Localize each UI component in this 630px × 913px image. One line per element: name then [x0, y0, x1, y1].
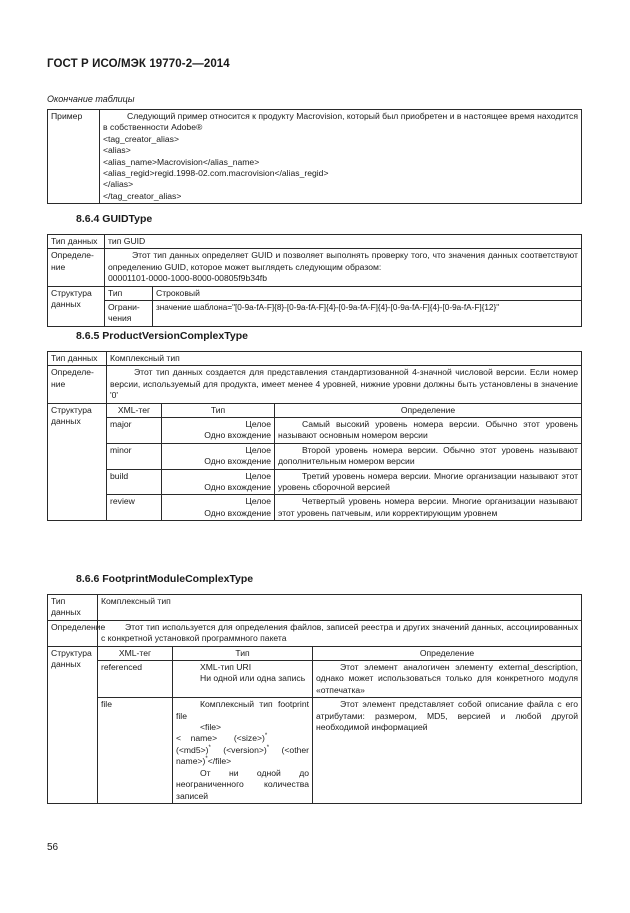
sub-label: Тип: [105, 286, 153, 300]
row-label: Определе-ние: [48, 366, 107, 403]
row-label: Тип данных: [48, 235, 105, 249]
type-cell: Целое Одно вхождение: [162, 443, 275, 469]
example-intro: Следующий пример относится к продукту Macrovision, который был приобретен и в настоящее время находится в собственности Adobe®: [103, 111, 578, 133]
column-header: Тип: [162, 403, 275, 417]
productversion-table: [47, 351, 582, 521]
type-cell: Целое Одно вхождение: [162, 469, 275, 495]
table-row: [48, 443, 582, 469]
table-row: [48, 366, 582, 403]
definition-text: Этот тип используется для определения файлов, записей реестра и других значений данных, ассоциированных с конкретной установкой программного пакета: [98, 620, 582, 646]
row-label: Тип данных: [48, 352, 107, 366]
section-title-productversion: 8.6.5 ProductVersionComplexType: [76, 330, 248, 342]
table-row: [48, 595, 582, 621]
row-value: Комплексный тип: [98, 595, 582, 621]
row-label: Тип данных: [48, 595, 98, 621]
page-number: 56: [47, 842, 59, 853]
row-value: Комплексный тип: [107, 352, 582, 366]
section-title-guidtype: 8.6.4 GUIDType: [76, 213, 153, 225]
table-row: [48, 301, 582, 327]
table-row: [48, 620, 582, 646]
row-label: Структура данных: [48, 646, 98, 803]
definition-cell: Этот элемент аналогичен элементу external_description, однако может использоваться только для конкретного модуля «отпечатка»: [313, 661, 582, 698]
table-row: [48, 495, 582, 521]
type-cell: XML-тип URI Ни одной или одна запись: [173, 661, 313, 698]
row-value: [105, 249, 582, 286]
table-row: [48, 286, 582, 300]
column-header: Определение: [275, 403, 582, 417]
definition-text: Этот тип данных определяет GUID и позволяет выполнять проверку того, что значения данных соответствуют определению GUID, которое может выглядеть следующим образом:: [108, 250, 578, 272]
column-header: Определение: [313, 646, 582, 660]
document-header: ГОСТ Р ИСО/МЭК 19770-2—2014: [47, 58, 230, 70]
footprintmodule-table: [47, 594, 582, 804]
definition-text: Этот тип данных создается для представления стандартизованной 4-значной числовой версии. Если номер версии, используемый для продукта, имеет менее 4 уровней, нижние уровни должны быть установлены в значение '0': [107, 366, 582, 403]
definition-cell: Второй уровень номера версии. Обычно этот уровень называют дополнительным номером версии: [275, 443, 582, 469]
code-line: <alias>: [103, 145, 131, 156]
xml-tag: build: [107, 469, 162, 495]
type-cell: Целое Одно вхождение: [162, 495, 275, 521]
sub-value: [153, 301, 582, 327]
section-title-footprintmodule: 8.6.6 FootprintModuleComplexType: [76, 573, 254, 585]
table-row: [48, 235, 582, 249]
row-label: Структура данных: [48, 286, 105, 326]
type-cell: Комплексный тип footprint file <file> < name> (<size>)* (<md5>)* (<version>)* (<other name>)*</file> От ни одной до неограниченного количества записей: [173, 698, 313, 804]
row-label: Структура данных: [48, 403, 107, 521]
table-row: [48, 110, 582, 204]
xml-tag: minor: [107, 443, 162, 469]
example-table: [47, 109, 582, 204]
row-value: тип GUID: [105, 235, 582, 249]
xml-tag: referenced: [98, 661, 173, 698]
xml-tag: review: [107, 495, 162, 521]
example-content: [100, 110, 582, 204]
code-line: </alias>: [103, 179, 134, 190]
code-line: <alias_regid>regid.1998-02.com.macrovision</alias_regid>: [103, 168, 329, 179]
row-label: Определение: [48, 620, 98, 646]
column-header: Тип: [173, 646, 313, 660]
definition-cell: Этот элемент представляет собой описание файла с его атрибутами: размером, MD5, версией и любой другой необходимой информацией: [313, 698, 582, 804]
guid-example: 00001101-0000-1000-8000-00805f9b34fb: [108, 273, 267, 284]
code-line: </tag_creator_alias>: [103, 190, 182, 201]
table-row: [48, 661, 582, 698]
table-row: [48, 646, 582, 660]
xml-tag: file: [98, 698, 173, 804]
definition-cell: Самый высокий уровень номера версии. Обычно этот уровень называют основным номером версии: [275, 418, 582, 444]
table-row: [48, 352, 582, 366]
table-row: [48, 469, 582, 495]
definition-cell: Четвертый уровень номера версии. Многие организации называют этот уровень патчевым, или корректирующим уровнем: [275, 495, 582, 521]
table-caption: Окончание таблицы: [47, 94, 135, 104]
table-row: [48, 249, 582, 286]
definition-cell: Третий уровень номера версии. Многие организации называют этот уровень сборочной версией: [275, 469, 582, 495]
pattern-value: значение шаблона="[0-9a-fA-F]{8}-[0-9a-fA-F]{4}-[0-9a-fA-F]{4}-[0-9a-fA-F]{4}-[0-9a-fA-F]{12}": [156, 303, 500, 313]
row-label: Определе-ние: [48, 249, 105, 286]
example-label: Пример: [48, 110, 100, 204]
table-row: [48, 418, 582, 444]
table-row: [48, 403, 582, 417]
sub-label: Ограни-чения: [105, 301, 153, 327]
guidtype-table: [47, 234, 582, 327]
code-line: <tag_creator_alias>: [103, 133, 179, 144]
sub-value: Строковый: [153, 286, 582, 300]
column-header: XML-тег: [98, 646, 173, 660]
table-row: [48, 698, 582, 804]
type-cell: Целое Одно вхождение: [162, 418, 275, 444]
xml-tag: major: [107, 418, 162, 444]
column-header: XML-тег: [107, 403, 162, 417]
code-line: <alias_name>Macrovision</alias_name>: [103, 156, 260, 167]
